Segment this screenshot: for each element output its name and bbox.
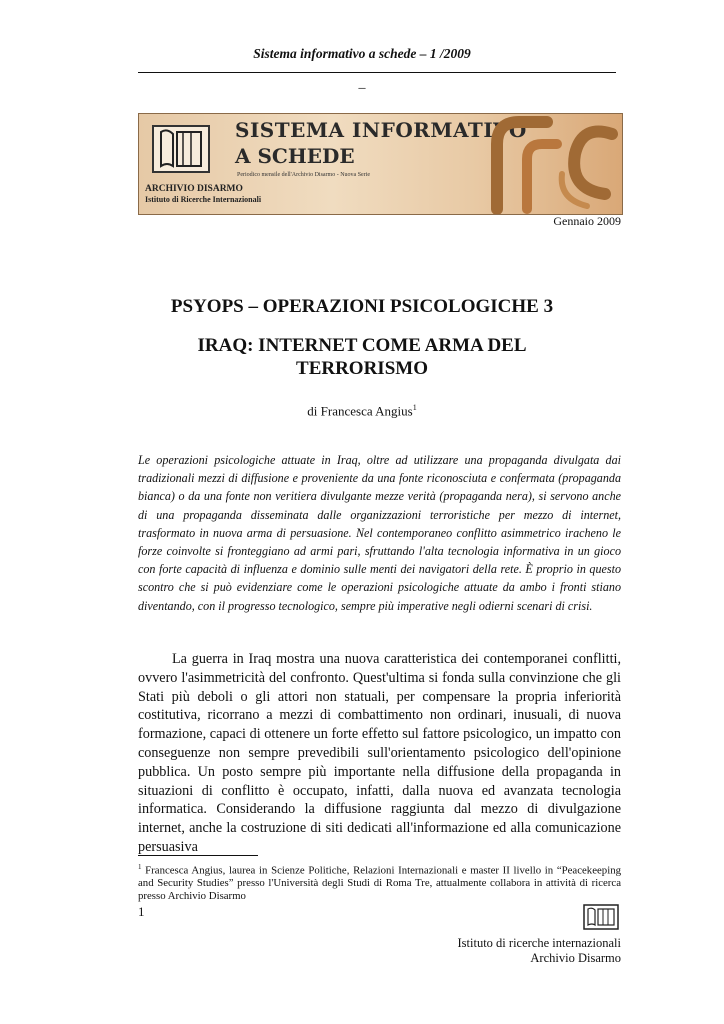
issue-date: Gennaio 2009 [553,214,621,228]
article-title-line2: IRAQ: INTERNET COME ARMA DEL [197,335,527,356]
page-number: 1 [138,904,145,919]
footnote-reference: 1 [412,403,417,412]
archive-logo-icon [147,122,217,178]
author-byline [0,403,724,419]
footnote-text: Francesca Angius, laurea in Scienze Politiche, Relazioni Internazionali e master II livello in “Peacekeeping and Security Studies” presso l'Università degli Studi di Roma Tre, attualmente collabora in attività di ricerca presso Archivio Disarmo [138,864,621,902]
footer-archive: Archivio Disarmo [530,951,621,965]
author-name: di Francesca Angius [307,403,413,419]
header-dash: _ [358,76,366,91]
footer-institute: Istituto di ricerche internazionali [457,936,621,950]
banner-title-line1: SISTEMA INFORMATIVO [235,118,527,142]
decorative-letters-icon [487,114,622,214]
footnote [138,861,621,902]
masthead-banner [138,113,623,215]
footnote-separator [138,855,258,856]
article-title-line3: TERRORISMO [296,358,428,379]
banner-subtitle: Periodico mensile dell'Archivio Disarmo - Nuova Serie [237,172,371,178]
banner-org-subtitle: Istituto di Ricerche Internazionali [145,195,262,204]
footnote-mark: 1 [138,863,142,871]
running-header: Sistema informativo a schede – 1 /2009 [253,46,471,61]
body-paragraph: La guerra in Iraq mostra una nuova caratteristica dei contemporanei conflitti, ovvero l'asimmetricità del confronto. Quest'ultima si fonda sulla convinzione che gli Stati più deboli o gli attori non statuali, per compensare la propria inferiorità costitutiva, ricorrano a mezzi di combattimento non ordinari, inusuali, di nuova formazione, capaci di ottenere un forte effetto sul fattore psicologico, un impatto con conseguenze non sempre prevedibili sull'orientamento psicologico dell'opinione pubblica. Un posto sempre più importante nella diffusione della propaganda in situazioni di conflitto è occupato, infatti, dalla nuova ed avanzata tecnologia informatica. Considerando la diffusione raggiunta dal mezzo di divulgazione internet, anche la costruzione di siti dedicati all'informazione ed alla comunicazione persuasiva [138,651,621,855]
header-rule [138,72,616,73]
archive-logo-icon [583,904,619,930]
banner-org-name: ARCHIVIO DISARMO [145,184,243,194]
abstract-paragraph: Le operazioni psicologiche attuate in Iraq, oltre ad utilizzare una propaganda divulgata dai tradizionali mezzi di diffusione e proveniente da una fonte riconosciuta e confermata (propaganda bianca) o da una fonte non veritiera divulgante mezze verità (propaganda nera), si servono anche di una propaganda disseminata dalle organizzazioni terroristiche per mezzo di internet, trasformato in nuova arma di persuasione. Nel contemporaneo conflitto asimmetrico iracheno le forze coinvolte si fronteggiano ad armi pari, sfruttando l'alta tecnologia informativa in un gioco con forte capacità di influenza e dominio sulle menti dei navigatori della rete. È proprio in questo scontro che si può evidenziare come le operazioni psicologiche attuate da ambo i fronti stiano diventando, con il progresso tecnologico, sempre più imperative negli odierni scenari di crisi. [138,453,621,613]
banner-title-line2: A SCHEDE [235,144,355,168]
article-title-line1: PSYOPS – OPERAZIONI PSICOLOGICHE 3 [170,296,554,317]
